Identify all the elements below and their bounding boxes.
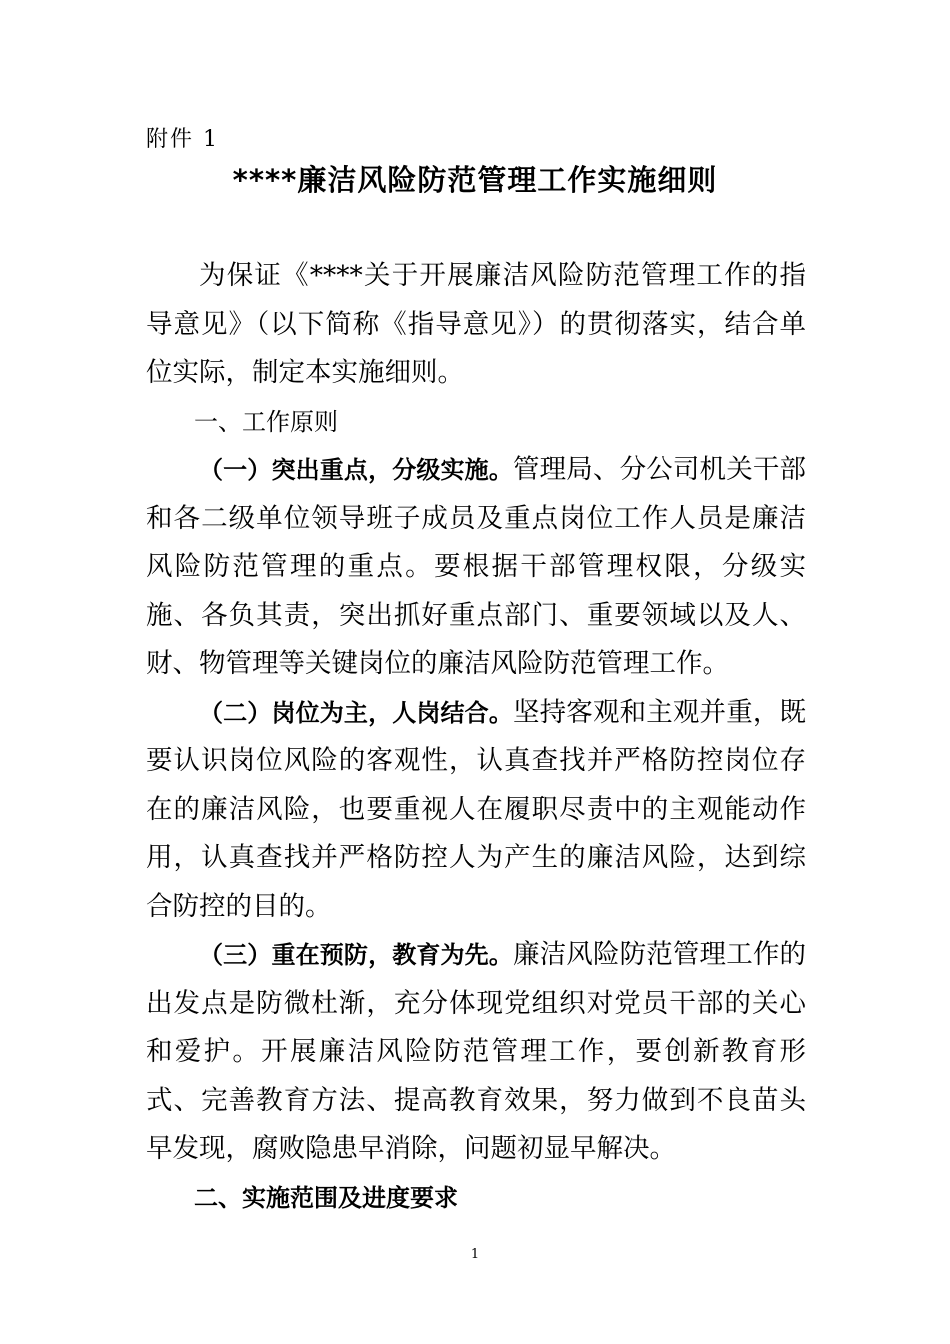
section-heading-1: 一、工作原则 <box>194 407 338 436</box>
page-number: 1 <box>470 1247 480 1262</box>
principle-lead-1: （一）突出重点，分级实施。 <box>199 456 513 484</box>
principle-paragraph-2 <box>146 689 806 932</box>
document-body <box>146 252 806 1222</box>
principle-text-3: 廉洁风险防范管理工作的出发点是防微杜渐，充分体现党组织对党员干部的关心和爱护。开展廉洁风险防范管理工作，要创新教育形式、完善教育方法、提高教育效果，努力做到不良苗头早发现，腐败隐患早消除，问题初显早解决。 <box>146 939 807 1164</box>
section-heading-2: 二、实施范围及进度要求 <box>194 1183 458 1212</box>
principle-paragraph-1 <box>146 446 806 689</box>
principle-lead-3: （三）重在预防，教育为先。 <box>199 941 513 969</box>
attachment-label: 附件 1 <box>146 127 219 152</box>
principle-paragraph-3 <box>146 931 806 1174</box>
document-title: ****廉洁风险防范管理工作实施细则 <box>232 163 718 197</box>
principle-text-2: 坚持客观和主观并重，既要认识岗位风险的客观性，认真查找并严格防控岗位存在的廉洁风险，也要重视人在履职尽责中的主观能动作用，认真查找并严格防控人为产生的廉洁风险，达到综合防控的目的。 <box>146 696 807 922</box>
intro-paragraph: 为保证《****关于开展廉洁风险防范管理工作的指导意见》（以下简称《指导意见》）的贯彻落实，结合单位实际，制定本实施细则。 <box>146 260 806 388</box>
principle-lead-2: （二）岗位为主，人岗结合。 <box>199 698 513 727</box>
principle-text-1: 管理局、分公司机关干部和各二级单位领导班子成员及重点岗位工作人员是廉洁风险防范管理的重点。要根据干部管理权限，分级实施、各负其责，突出抓好重点部门、重要领域以及人、财、物管理等关键岗位的廉洁风险防范管理工作。 <box>146 454 807 679</box>
